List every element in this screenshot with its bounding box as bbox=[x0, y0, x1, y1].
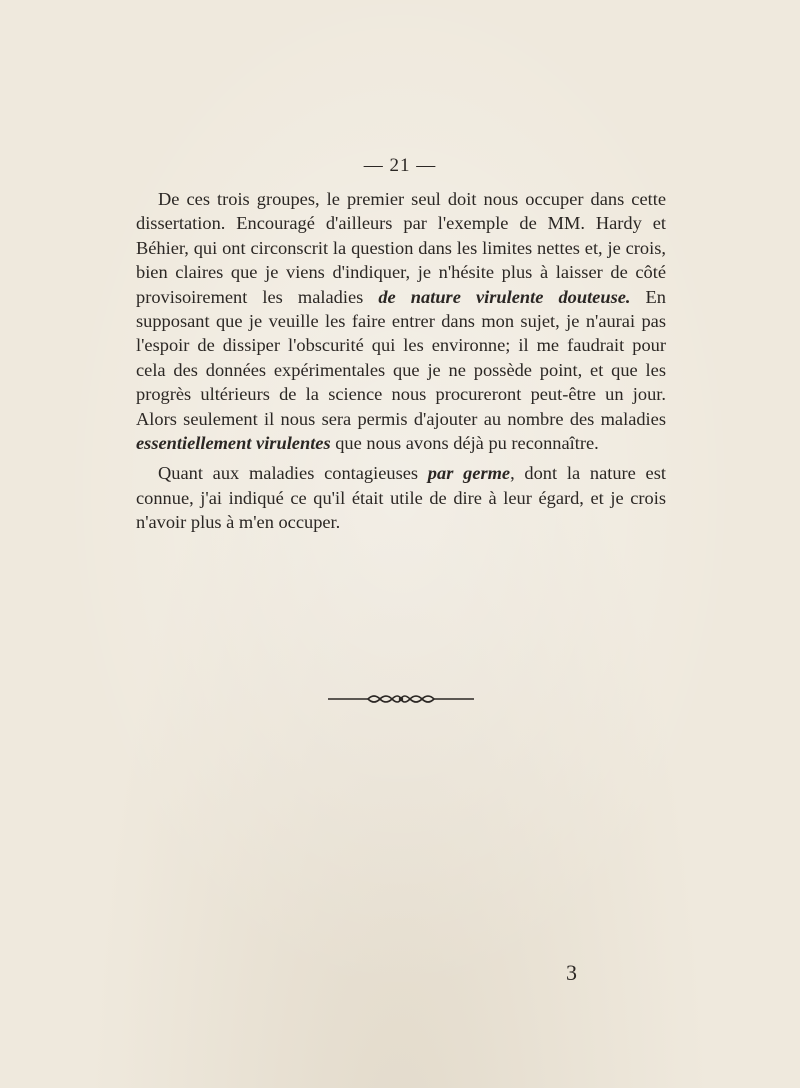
signature-mark: 3 bbox=[566, 960, 577, 985]
text-run: Quant aux maladies contagieuses bbox=[158, 463, 428, 484]
text-run: En supposant que je veuille les faire entrer dans mon sujet, je n'aurai pas l'espoir de dissiper l'obscurité qui les environne; il me faudrait pour cela des données expérimentales que je ne possède point, et que les progrès ultérieurs de la science nous procureront peut-être un jour. Alors seulement il nous sera permis d'ajouter au nombre des maladies bbox=[136, 286, 666, 429]
paragraph bbox=[136, 461, 666, 534]
page-number-header: — 21 — bbox=[363, 155, 437, 176]
text-run: que nous avons déjà pu reconnaître. bbox=[330, 433, 599, 454]
body-text bbox=[136, 187, 666, 535]
text-run: , dont la nature est connue, j'ai indiqué ce qu'il était utile de dire à leur égard, et je crois n'avoir plus à m'en occuper. bbox=[136, 463, 666, 533]
emphasized-text: essentiellement virulentes bbox=[136, 433, 331, 454]
emphasized-text: de nature virulente douteuse. bbox=[378, 286, 631, 307]
text-run: De ces trois groupes, le premier seul doit nous occuper dans cette dissertation. Encouragé d'ailleurs par l'exemple de MM. Hardy et Béhier, qui ont circonscrit la question dans les limites nettes et, je crois, bien claires que je viens d'indiquer, je n'hésite plus à laisser de côté provisoirement les maladies bbox=[136, 189, 666, 307]
decorative-rule-ornament-icon bbox=[328, 690, 474, 708]
paragraph bbox=[136, 187, 666, 455]
emphasized-text: par germe bbox=[427, 463, 511, 484]
